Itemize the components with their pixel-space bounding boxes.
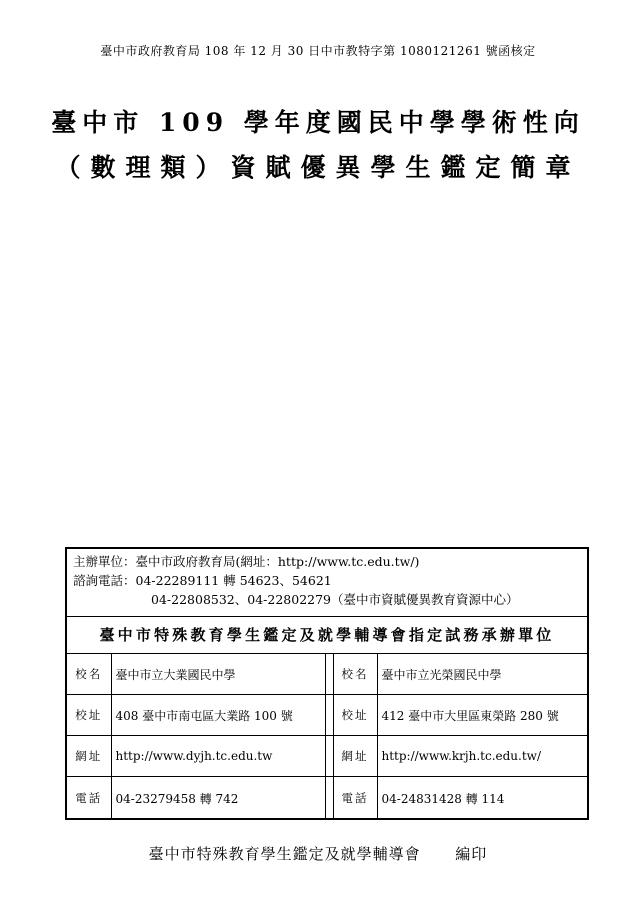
phone-label: 電話 <box>67 777 111 820</box>
phone-line-1: 諮詢電話：04-22289111 轉 54623、54621 <box>73 573 332 588</box>
address-label: 校址 <box>67 695 111 736</box>
phone-label: 電話 <box>333 777 377 820</box>
phone-line-2: 04-22808532、04-22802279（臺中市資賦優異教育資源中心） <box>151 592 519 607</box>
school-1-phone: 04-23279458 轉 742 <box>111 777 325 820</box>
column-gap <box>325 777 333 820</box>
organizing-unit-heading: 臺中市特殊教育學生鑑定及就學輔導會指定試務承辦單位 <box>67 617 587 654</box>
contact-section <box>67 549 587 617</box>
school-2-phone: 04-24831428 轉 114 <box>377 777 587 820</box>
school-2-website: http://www.krjh.tc.edu.tw/ <box>377 736 587 777</box>
document-title-line-2: （數理類）資賦優異學生鑑定簡章 <box>55 153 581 182</box>
school-2-name: 臺中市立光榮國民中學 <box>377 654 587 695</box>
column-gap <box>325 695 333 736</box>
school-1-name: 臺中市立大業國民中學 <box>111 654 325 695</box>
table-row-name <box>67 654 587 695</box>
document-title-line-1: 臺中市 109 學年度國民中學學術性向 <box>51 108 585 137</box>
info-box <box>65 547 589 820</box>
website-label: 網址 <box>67 736 111 777</box>
name-label: 校名 <box>67 654 111 695</box>
table-row-phone <box>67 777 587 820</box>
approval-line: 臺中市政府教育局 108 年 12 月 30 日中市教特字第 1080121261 號函核定 <box>100 44 536 58</box>
schools-table <box>67 654 587 819</box>
table-row-address <box>67 695 587 736</box>
address-label: 校址 <box>333 695 377 736</box>
footer-action: 編印 <box>455 845 488 863</box>
table-row-website <box>67 736 587 777</box>
footer-publisher: 臺中市特殊教育學生鑑定及就學輔導會 <box>148 845 421 863</box>
school-1-address: 408 臺中市南屯區大業路 100 號 <box>111 695 325 736</box>
footer <box>0 843 636 864</box>
organizer-line: 主辦單位：臺中市政府教育局(網址：http://www.tc.edu.tw/) <box>73 554 420 569</box>
website-label: 網址 <box>333 736 377 777</box>
column-gap <box>325 654 333 695</box>
school-1-website: http://www.dyjh.tc.edu.tw <box>111 736 325 777</box>
name-label: 校名 <box>333 654 377 695</box>
column-gap <box>325 736 333 777</box>
school-2-address: 412 臺中市大里區東榮路 280 號 <box>377 695 587 736</box>
